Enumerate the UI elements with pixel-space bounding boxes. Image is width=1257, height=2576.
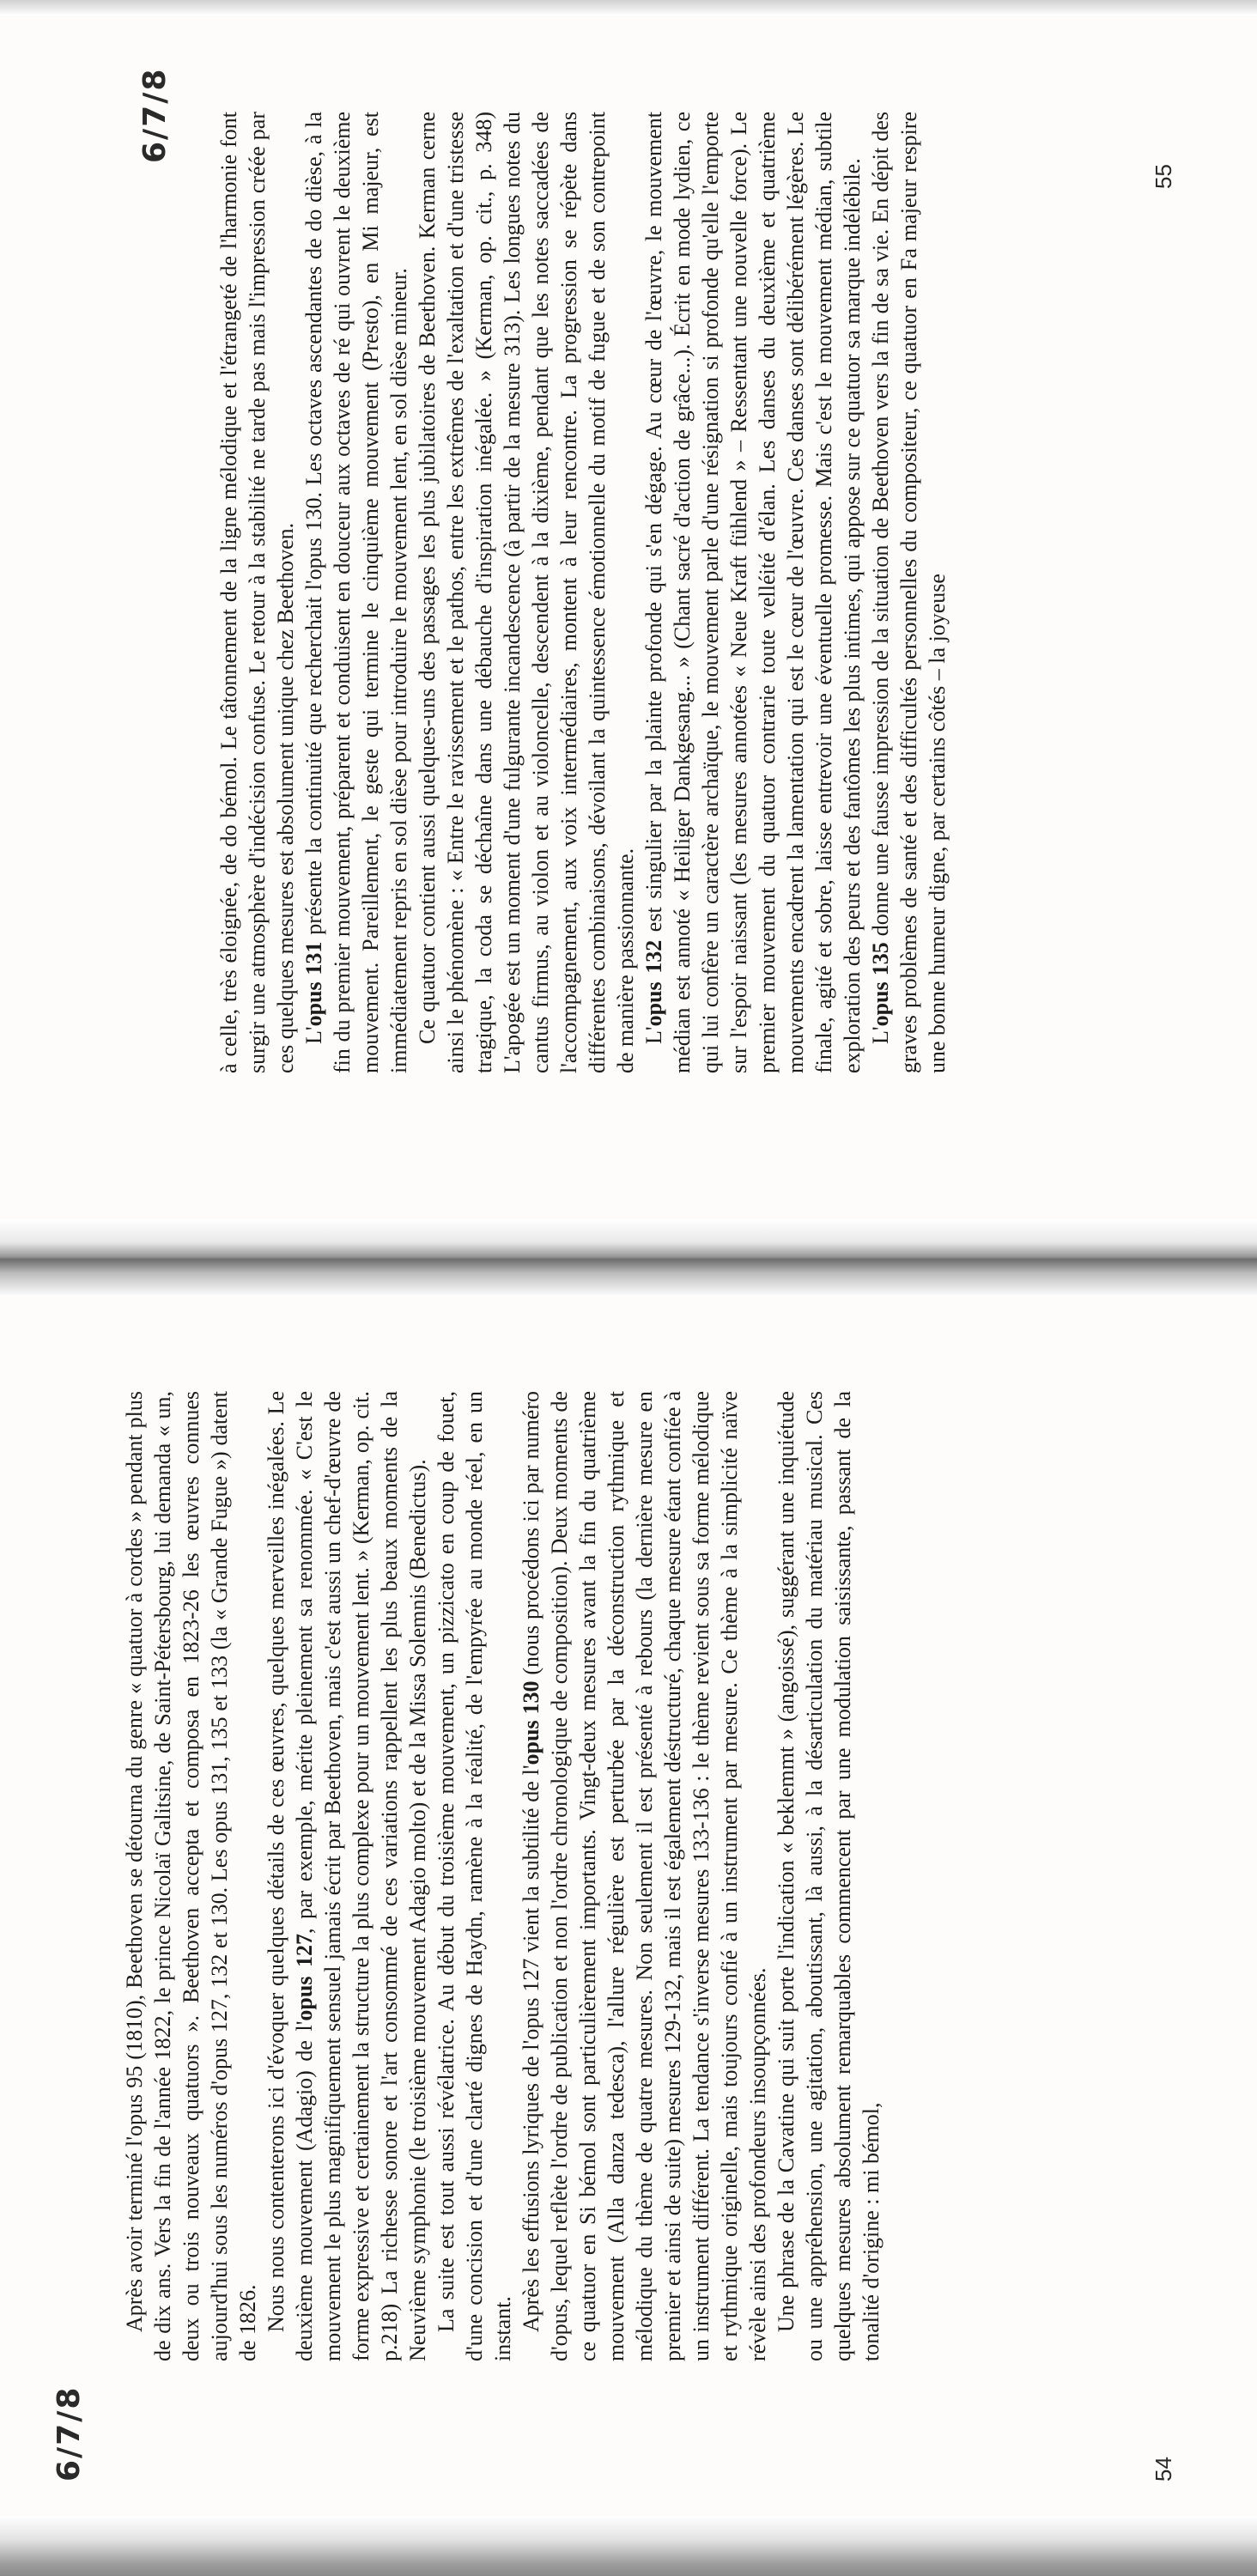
paragraph: La suite est tout aussi révélatrice. Au début du troisième mouvement, un pizzicato en coup de fouet, d'une concision et d'une clarté dignes de Haydn, ramène à la réalité, de l'empyrée au monde réel, en un instant. [434,1391,515,2361]
paragraph: L'opus 131 présente la continuité que recherchait l'opus 130. Les octaves ascendantes de do dièse, à la fin du premier mouvement, préparent et conduisent en douceur aux octaves de ré qui ouvrent le deuxième mouvement. Pareillement, le geste qui termine le cinquième mouvement (Presto), en Mi majeur, est immédiatement repris en sol dièse pour introduire le mouvement lent, en sol dièse mineur. [301,112,411,1073]
paragraph: à celle, très éloignée, de do bémol. Le tâtonnement de la ligne mélodique et l'étrangeté de l'harmonie font surgir une atmosphère d'indécision confuse. Le retour à la stabilité ne tarde pas mais l'impression créée par ces quelques mesures est absolument unique chez Beethoven. [216,112,298,1073]
chapter-mark: 6/7/8 [52,2385,87,2482]
paragraph: L'opus 132 est singulier par la plainte profonde qui s'en dégage. Au cœur de l'œuvre, le mouvement médian est annoté « Heiliger Dankgesang... » (Chant sacré d'action de grâce...). Écrit en mode lydien, ce qui lui confère un caractère archaïque, le mouvement parle d'une résignation si profonde qu'elle l'emporte sur l'espoir naissant (les mesures annotées « Neue Kraft fühlend » – Ressentant une nouvelle force). Le premier mouvement du quatuor contrarie toute velléité d'élan. Les danses du deuxième et quatrième mouvements encadrent la lamentation qui est le cœur de l'œuvre. Ces danses sont délibérément légères. Le finale, agité et sobre, laisse entrevoir une éventuelle promesse. Mais c'est le mouvement médian, subtile exploration des peurs et des fantômes les plus intimes, qui appose sur ce quatuor sa marque indélébile. [641,112,865,1073]
paragraph: Une phrase de la Cavatine qui suit porte l'indication « beklemmt » (angoissé), suggérant une inquiétude ou une appréhension, une agitation, aboutissant, là aussi, à la désarticulation du matériau musical. Ces quelques mesures absolument remarquables commencent par une modulation saisissante, passant de la tonalité d'origine : mi bémol, [774,1391,884,2361]
page-number: 54 [1151,2457,1176,2482]
paragraph: Nous nous contenterons ici d'évoquer quelques détails de ces œuvres, quelques merveilles inégalées. Le deuxième mouvement (Adagio) de l'opus 127, par exemple, mérite pleinement sa renommée. « C'est le mouvement le plus magnifiquement sensuel jamais écrit par Beethoven, mais c'est aussi un chef-d'œuvre de forme expressive et certainement la structure la plus complexe pour un mouvement lent. » (Kerman, op. cit. p.218) La richesse sonore et l'art consommé de ces variations rappellent les plus beaux moments de la Neuvième symphonie (le troisième mouvement Adagio molto) et de la Missa Solemnis (Benedictus). [264,1390,430,2361]
chapter-mark: 6/7/8 [137,67,173,163]
page-54 [0,1331,1257,2533]
paragraph: Ce quatuor contient aussi quelques-uns des passages les plus jubilatoires de Beethoven. Kerman cerne ainsi le phénomène : « Entre le ravissement et le pathos, entre les extrêmes de l'exaltation et d'une tristesse tragique, la coda se déchaîne dans une débauche d'inspiration inégalée. » (Kerman, op. cit., p. 348) L'apogée est un moment d'une fulgurante incandescence (à partir de la mesure 313). Les longues notes du cantus firmus, au violon et au violoncelle, descendent à la dixième, pendant que les notes saccadées de l'accompagnement, aux voix intermédiaires, montent à leur rencontre. La progression se répète dans différentes combinaisons, dévoilant la quintessence émotionnelle du motif de fugue et de son contrepoint de manière passionnante. [415,112,638,1073]
paragraph: Après les effusions lyriques de l'opus 127 vient la subtilité de l'opus 130 (nous procédons ici par numéro d'opus, lequel reflète l'ordre de publication et non l'ordre chronologique de composition). Deux moments de ce quatuor en Si bémol sont particulièrement importants. Vingt-deux mesures avant la fin du quatrième mouvement (Alla danza tedesca), l'allure régulière est perturbée par la déconstruction rythmique et mélodique du thème de quatre mesures. Non seulement il est présenté à rebours (la dernière mesure en premier et ainsi de suite) mesures 129-132, mais il est également déstructuré, chaque mesure étant confiée à un instrument différent. La tendance s'inverse mesures 133-136 : le thème revient sous sa forme mélodique et rythmique originelle, mais toujours confié à un instrument par mesure. Ce thème à la simplicité naïve révèle ainsi des profondeurs insoupçonnées. [519,1391,770,2361]
page-55 [0,0,1257,1202]
page-body-text [120,1391,885,2361]
paragraph: L'opus 135 donne une fausse impression de la situation de Beethoven vers la fin de sa vie. En dépit des graves problèmes de santé et des difficultés personnelles du compositeur, ce quatuor en Fa majeur respire une bonne humeur digne, par certains côtés – la joyeuse [868,112,950,1073]
paragraph: Après avoir terminé l'opus 95 (1810), Beethoven se détourna du genre « quatuor à cordes » pendant plus de dix ans. Vers la fin de l'année 1822, le prince Nicolaï Galitsine, de Saint-Pétersbourg, lui demanda « un, deux ou trois nouveaux quatuors ». Beethoven accepta et composa en 1823-26 les œuvres connues aujourd'hui sous les numéros d'opus 127, 132 et 130. Les opus 131, 135 et 133 (la « Grande Fugue ») datent de 1826. [122,1391,260,2361]
page-number: 55 [1151,164,1176,189]
page-gutter-shadow [0,1219,1257,1297]
page-body-text [215,112,951,1073]
